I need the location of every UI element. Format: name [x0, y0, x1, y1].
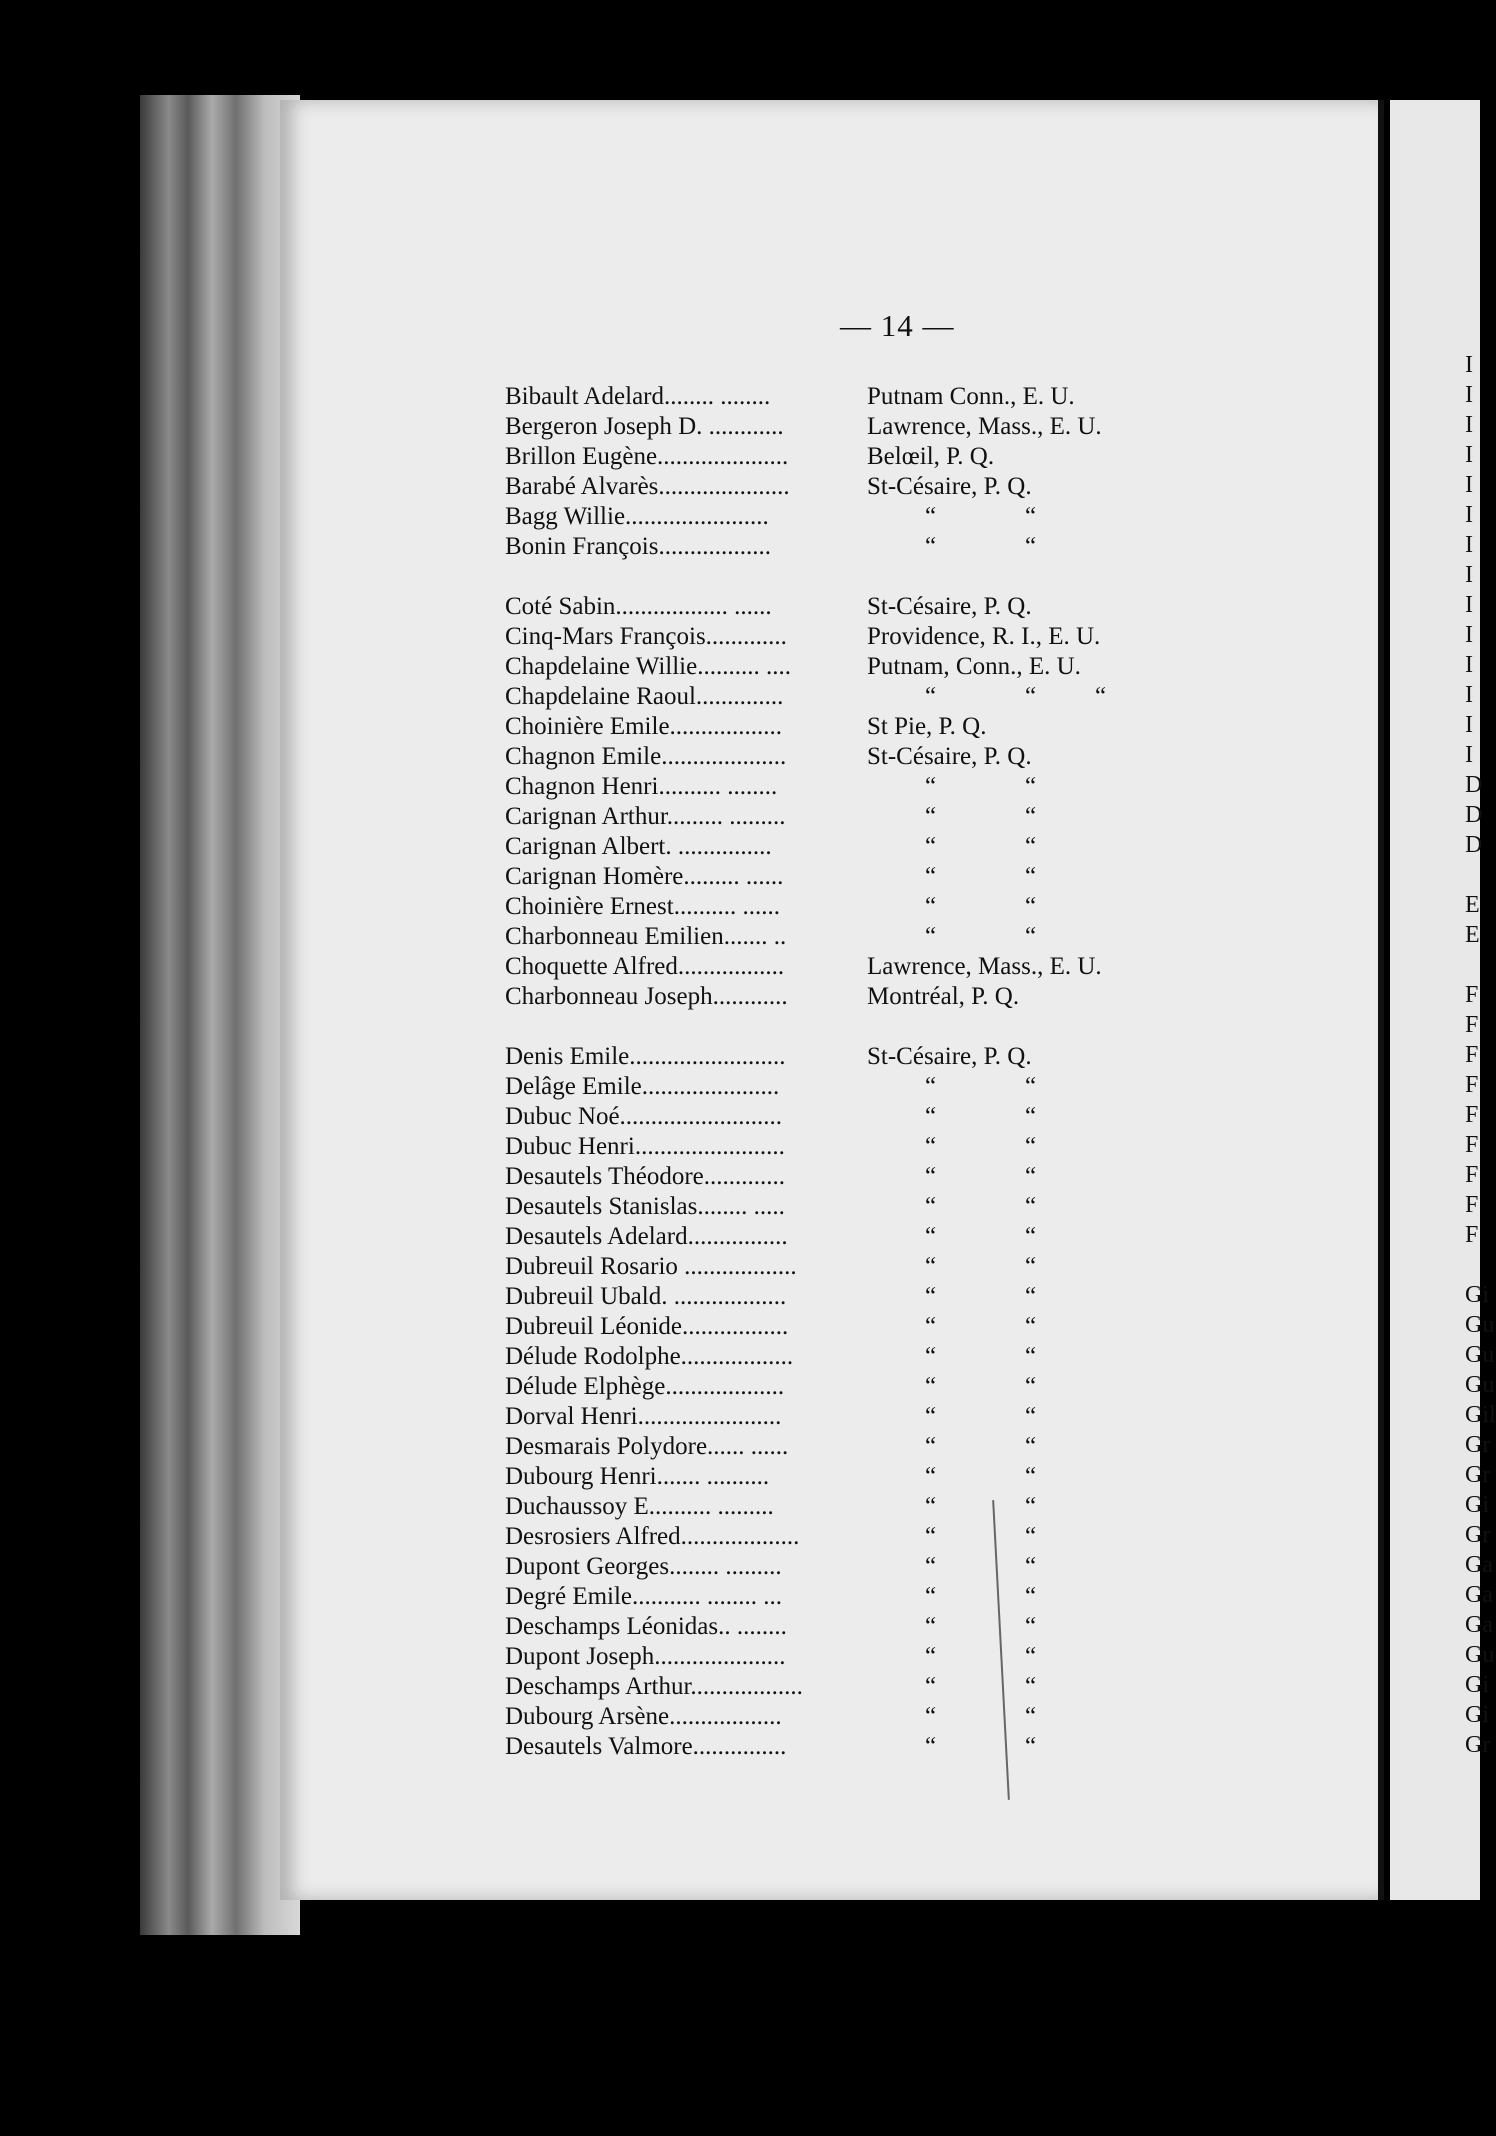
margin-letter: Gu — [1465, 1342, 1495, 1368]
list-entry — [505, 532, 1225, 562]
margin-letter: I — [1465, 352, 1473, 378]
list-entry — [505, 1702, 1225, 1732]
margin-letter: Gr — [1465, 1432, 1491, 1458]
person-name: Choquette Alfred................. — [505, 953, 785, 980]
ditto-mark: “ — [925, 1523, 937, 1550]
margin-letter: I — [1465, 442, 1473, 468]
ditto-mark: “ — [925, 1373, 937, 1400]
margin-letter: Gi — [1465, 1672, 1489, 1698]
person-name: Desautels Valmore............... — [505, 1733, 787, 1760]
ditto-mark: “ — [1025, 503, 1037, 530]
person-name: Dubreuil Ubald. .................. — [505, 1283, 787, 1310]
list-entry — [505, 1432, 1225, 1462]
ditto-mark: “ — [1025, 1613, 1037, 1640]
list-entry — [505, 982, 1225, 1012]
margin-letter: D — [1465, 832, 1483, 858]
ditto-mark: “ — [1025, 683, 1037, 710]
list-entry — [505, 472, 1225, 502]
margin-letter: I — [1465, 712, 1473, 738]
ditto-mark: “ — [925, 893, 937, 920]
margin-letter: E — [1465, 892, 1480, 918]
margin-letter: Gr — [1465, 1462, 1491, 1488]
person-name: Carignan Albert. ............... — [505, 833, 772, 860]
ditto-mark: “ — [1025, 1163, 1037, 1190]
ditto-mark: “ — [1025, 1553, 1037, 1580]
ditto-mark: “ — [925, 1133, 937, 1160]
list-entry — [505, 622, 1225, 652]
margin-letter: D — [1465, 772, 1483, 798]
margin-letter: Gi — [1465, 1492, 1489, 1518]
list-entry — [505, 1222, 1225, 1252]
person-name: Dorval Henri....................... — [505, 1403, 782, 1430]
list-entry — [505, 1192, 1225, 1222]
ditto-mark: “ — [1025, 863, 1037, 890]
margin-letter: F — [1465, 1222, 1479, 1248]
residence: St-Césaire, P. Q. — [867, 743, 1032, 770]
residence: Lawrence, Mass., E. U. — [867, 953, 1102, 980]
list-entry — [505, 1282, 1225, 1312]
margin-letter: I — [1465, 562, 1473, 588]
ditto-mark: “ — [925, 1583, 937, 1610]
residence: Lawrence, Mass., E. U. — [867, 413, 1102, 440]
ditto-mark: “ — [1025, 773, 1037, 800]
list-entry — [505, 1042, 1225, 1072]
person-name: Dupont Joseph..................... — [505, 1643, 786, 1670]
person-name: Charbonneau Emilien....... .. — [505, 923, 787, 950]
margin-letter: I — [1465, 742, 1473, 768]
residence: Providence, R. I., E. U. — [867, 623, 1101, 650]
ditto-mark: “ — [1025, 1733, 1037, 1760]
list-entry — [505, 892, 1225, 922]
group-gap — [505, 562, 1225, 592]
list-entry — [505, 412, 1225, 442]
ditto-mark: “ — [1025, 1253, 1037, 1280]
margin-letter: F — [1465, 1102, 1479, 1128]
person-name: Desautels Théodore............. — [505, 1163, 786, 1190]
person-name: Délude Elphège................... — [505, 1373, 785, 1400]
person-name: Deschamps Arthur.................. — [505, 1673, 803, 1700]
margin-letter: F — [1465, 1192, 1479, 1218]
residence: St-Césaire, P. Q. — [867, 593, 1032, 620]
person-name: Bergeron Joseph D. ............ — [505, 413, 784, 440]
person-name: Desrosiers Alfred................... — [505, 1523, 800, 1550]
margin-letter: Ga — [1465, 1552, 1493, 1578]
ditto-mark: “ — [1025, 1433, 1037, 1460]
list-entry — [505, 1372, 1225, 1402]
name-list — [505, 382, 1225, 1762]
margin-letter: I — [1465, 682, 1473, 708]
residence: St Pie, P. Q. — [867, 713, 987, 740]
person-name: Délude Rodolphe.................. — [505, 1343, 794, 1370]
ditto-mark: “ — [925, 1403, 937, 1430]
ditto-mark: “ — [1025, 923, 1037, 950]
person-name: Deschamps Léonidas.. ........ — [505, 1613, 787, 1640]
margin-letter: E — [1465, 922, 1480, 948]
margin-letter: I — [1465, 382, 1473, 408]
person-name: Cinq-Mars François............. — [505, 623, 787, 650]
residence: St-Césaire, P. Q. — [867, 473, 1032, 500]
ditto-mark: “ — [1025, 1343, 1037, 1370]
person-name: Brillon Eugène..................... — [505, 443, 789, 470]
list-entry — [505, 682, 1225, 712]
ditto-mark: “ — [925, 503, 937, 530]
list-entry — [505, 1342, 1225, 1372]
ditto-mark: “ — [1025, 803, 1037, 830]
ditto-mark: “ — [1025, 1193, 1037, 1220]
person-name: Duchaussoy E.......... ......... — [505, 1493, 774, 1520]
ditto-mark: “ — [1025, 1493, 1037, 1520]
margin-letter: Gi — [1465, 1702, 1489, 1728]
list-entry — [505, 382, 1225, 412]
margin-letter: D — [1465, 802, 1483, 828]
list-entry — [505, 1582, 1225, 1612]
person-name: Coté Sabin.................. ...... — [505, 593, 772, 620]
person-name: Chagnon Emile.................... — [505, 743, 787, 770]
ditto-mark: “ — [1095, 683, 1107, 710]
ditto-mark: “ — [925, 1313, 937, 1340]
list-entry — [505, 1312, 1225, 1342]
ditto-mark: “ — [925, 923, 937, 950]
ditto-mark: “ — [925, 1703, 937, 1730]
list-entry — [505, 772, 1225, 802]
person-name: Chagnon Henri.......... ........ — [505, 773, 778, 800]
margin-letter: I — [1465, 652, 1473, 678]
margin-letter: F — [1465, 1012, 1479, 1038]
list-entry — [505, 1162, 1225, 1192]
ditto-mark: “ — [925, 533, 937, 560]
residence: St-Césaire, P. Q. — [867, 1043, 1032, 1070]
person-name: Bagg Willie....................... — [505, 503, 769, 530]
margin-letter: Gil — [1465, 1402, 1496, 1428]
person-name: Charbonneau Joseph............ — [505, 983, 788, 1010]
ditto-mark: “ — [1025, 1223, 1037, 1250]
residence: Belœil, P. Q. — [867, 443, 995, 470]
ditto-mark: “ — [925, 1283, 937, 1310]
list-entry — [505, 1732, 1225, 1762]
list-entry — [505, 502, 1225, 532]
list-entry — [505, 1492, 1225, 1522]
person-name: Desautels Adelard................ — [505, 1223, 788, 1250]
ditto-mark: “ — [1025, 1313, 1037, 1340]
margin-letter: I — [1465, 622, 1473, 648]
list-entry — [505, 712, 1225, 742]
person-name: Choinière Ernest.......... ...... — [505, 893, 780, 920]
list-entry — [505, 1102, 1225, 1132]
list-entry — [505, 832, 1225, 862]
person-name: Dubuc Noé.......................... — [505, 1103, 783, 1130]
ditto-mark: “ — [925, 833, 937, 860]
list-entry — [505, 1522, 1225, 1552]
margin-letter: F — [1465, 1162, 1479, 1188]
person-name: Carignan Homère......... ...... — [505, 863, 784, 890]
margin-letter: Ga — [1465, 1582, 1493, 1608]
person-name: Degré Emile........... ........ ... — [505, 1583, 783, 1610]
residence: Montréal, P. Q. — [867, 983, 1020, 1010]
person-name: Chapdelaine Raoul.............. — [505, 683, 784, 710]
list-entry — [505, 442, 1225, 472]
list-entry — [505, 1132, 1225, 1162]
ditto-mark: “ — [1025, 1703, 1037, 1730]
person-name: Dupont Georges........ ......... — [505, 1553, 782, 1580]
margin-letter: Gr — [1465, 1522, 1491, 1548]
list-entry — [505, 862, 1225, 892]
ditto-mark: “ — [925, 863, 937, 890]
ditto-mark: “ — [1025, 1523, 1037, 1550]
margin-letter: I — [1465, 532, 1473, 558]
ditto-mark: “ — [1025, 1073, 1037, 1100]
ditto-mark: “ — [925, 1643, 937, 1670]
group-gap — [505, 1012, 1225, 1042]
margin-letter: Ga — [1465, 1612, 1493, 1638]
ditto-mark: “ — [925, 1553, 937, 1580]
person-name: Desautels Stanislas........ ..... — [505, 1193, 785, 1220]
list-entry — [505, 1612, 1225, 1642]
ditto-mark: “ — [925, 1493, 937, 1520]
list-entry — [505, 802, 1225, 832]
list-entry — [505, 1672, 1225, 1702]
ditto-mark: “ — [1025, 1103, 1037, 1130]
margin-letter: I — [1465, 472, 1473, 498]
list-entry — [505, 742, 1225, 772]
ditto-mark: “ — [925, 1223, 937, 1250]
next-page-margin — [1390, 100, 1496, 1900]
page-number: — 14 — — [840, 308, 955, 343]
margin-letter: I — [1465, 412, 1473, 438]
list-entry — [505, 1252, 1225, 1282]
ditto-mark: “ — [925, 1613, 937, 1640]
ditto-mark: “ — [1025, 893, 1037, 920]
person-name: Desmarais Polydore...... ...... — [505, 1433, 789, 1460]
margin-letter: Gr — [1465, 1732, 1491, 1758]
ditto-mark: “ — [925, 683, 937, 710]
person-name: Dubourg Henri....... .......... — [505, 1463, 770, 1490]
ditto-mark: “ — [925, 1193, 937, 1220]
list-entry — [505, 1072, 1225, 1102]
margin-letter: I — [1465, 502, 1473, 528]
person-name: Chapdelaine Willie.......... .... — [505, 653, 791, 680]
book-page-edges — [140, 95, 300, 1935]
ditto-mark: “ — [1025, 1283, 1037, 1310]
ditto-mark: “ — [925, 803, 937, 830]
margin-letter: Gi — [1465, 1282, 1489, 1308]
ditto-mark: “ — [1025, 1463, 1037, 1490]
margin-letter: Gu — [1465, 1642, 1495, 1668]
list-entry — [505, 592, 1225, 622]
margin-letter: Gu — [1465, 1372, 1495, 1398]
person-name: Dubuc Henri........................ — [505, 1133, 785, 1160]
list-entry — [505, 1462, 1225, 1492]
margin-letter: I — [1465, 592, 1473, 618]
ditto-mark: “ — [925, 1343, 937, 1370]
ditto-mark: “ — [1025, 1673, 1037, 1700]
person-name: Barabé Alvarès..................... — [505, 473, 790, 500]
ditto-mark: “ — [1025, 1643, 1037, 1670]
person-name: Carignan Arthur......... ......... — [505, 803, 786, 830]
ditto-mark: “ — [925, 1073, 937, 1100]
page-gutter — [1378, 100, 1384, 1900]
ditto-mark: “ — [925, 1103, 937, 1130]
residence: Putnam, Conn., E. U. — [867, 653, 1081, 680]
ditto-mark: “ — [1025, 1583, 1037, 1610]
person-name: Denis Emile......................... — [505, 1043, 786, 1070]
person-name: Delâge Emile...................... — [505, 1073, 780, 1100]
ditto-mark: “ — [1025, 833, 1037, 860]
ditto-mark: “ — [925, 1433, 937, 1460]
list-entry — [505, 952, 1225, 982]
person-name: Choinière Emile.................. — [505, 713, 783, 740]
person-name: Dubreuil Rosario .................. — [505, 1253, 797, 1280]
list-entry — [505, 1402, 1225, 1432]
margin-letter: F — [1465, 982, 1479, 1008]
ditto-mark: “ — [925, 1733, 937, 1760]
ditto-mark: “ — [925, 1163, 937, 1190]
residence: Putnam Conn., E. U. — [867, 383, 1075, 410]
ditto-mark: “ — [925, 773, 937, 800]
list-entry — [505, 922, 1225, 952]
margin-letter: F — [1465, 1072, 1479, 1098]
margin-letter: F — [1465, 1132, 1479, 1158]
ditto-mark: “ — [1025, 533, 1037, 560]
ditto-mark: “ — [925, 1463, 937, 1490]
person-name: Bonin François.................. — [505, 533, 771, 560]
person-name: Bibault Adelard........ ........ — [505, 383, 771, 410]
list-entry — [505, 1642, 1225, 1672]
ditto-mark: “ — [925, 1253, 937, 1280]
ditto-mark: “ — [925, 1673, 937, 1700]
margin-letter: Gu — [1465, 1312, 1495, 1338]
ditto-mark: “ — [1025, 1403, 1037, 1430]
ditto-mark: “ — [1025, 1373, 1037, 1400]
margin-letter: F — [1465, 1042, 1479, 1068]
list-entry — [505, 652, 1225, 682]
list-entry — [505, 1552, 1225, 1582]
person-name: Dubreuil Léonide................. — [505, 1313, 789, 1340]
ditto-mark: “ — [1025, 1133, 1037, 1160]
person-name: Dubourg Arsène.................. — [505, 1703, 782, 1730]
